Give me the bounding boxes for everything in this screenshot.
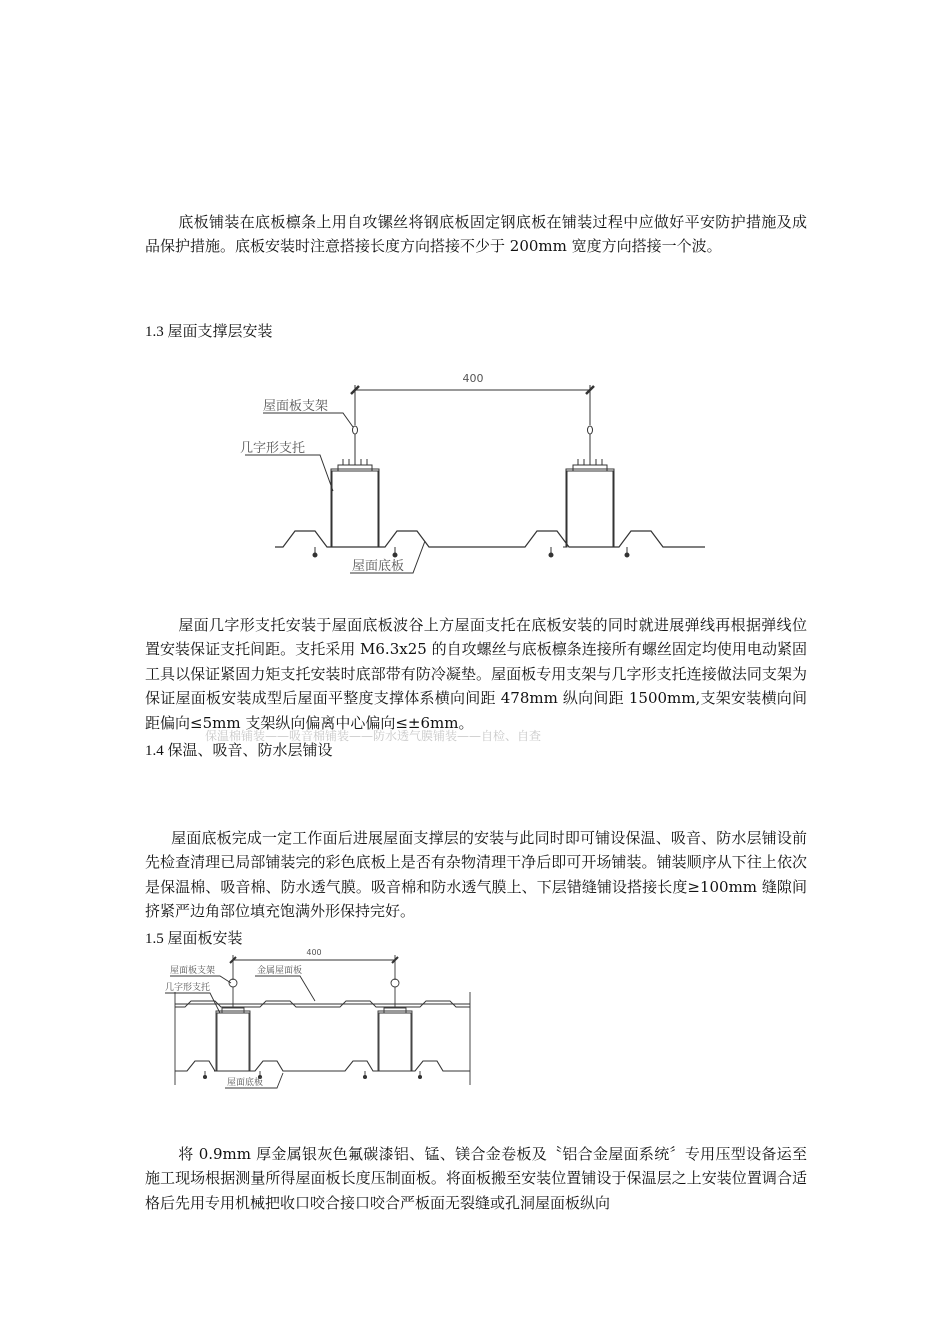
heading-1-4: 1.4 保温、吸音、防水层铺设 — [145, 743, 333, 759]
heading-1-5: 1.5 屋面板安装 — [145, 931, 243, 947]
figure-support-layer — [235, 365, 755, 585]
paragraph-insulation — [145, 826, 807, 924]
paragraph-support-install — [145, 613, 807, 735]
figure2-label-base: 屋面底板 — [227, 1078, 264, 1088]
paragraph-text: 屋面几字形支托安装于屋面底板波谷上方屋面支托在底板安装的同时就进展弹线再根据弹线位置安装保证支托间距。支托采用 M6.3x25 的自攻螺丝与底板檩条连接所有螺丝固定均使用电动紧固工具以保证紧固力矩支托安装时底部带有防冷凝垫。屋面板专用支架与几字形支托连接做法同支架为保证屋面板安装成型后屋面平整度支撑体系横向间距 478mm 纵向间距 1500mm,支架安装横向间距偏向≤5mm 支架纵向偏离中心偏向≤±6mm。 — [145, 616, 807, 732]
paragraph-text: 底板铺装在底板檩条上用自攻镙丝将钢底板固定钢底板在铺装过程中应做好平安防护措施及成品保护措施。底板安装时注意搭接长度方向搭接不少于 200mm 宽度方向搭接一个波。 — [145, 213, 807, 256]
figure2-label-bracket: 屋面板支架 — [170, 966, 216, 976]
figure-roof-panel — [165, 945, 475, 1095]
heading-1-3: 1.3 屋面支撑层安装 — [145, 324, 273, 340]
figure2-label-support: 几字形支托 — [165, 983, 211, 993]
paragraph-text: 将 0.9mm 厚金属银灰色氟碳漆铝、锰、镁合金卷板及〝铝合金屋面系统〞专用压型设备运至施工现场根据测量所得屋面板长度压制面板。将面板搬至安装位置铺设于保温层之上安装位置调合适格后先用专用机械把收口咬合接口咬合严板面无裂缝或孔洞屋面板纵向 — [145, 1145, 807, 1212]
faint-process-flow: 保温棉铺装——吸音棉铺装——防水透气膜铺装——自检、自查 — [205, 729, 542, 743]
figure1-label-base: 屋面底板 — [352, 559, 405, 574]
paragraph-text: 屋面底板完成一定工作面后进展屋面支撑层的安装与此同时即可铺设保温、吸音、防水层铺设前先检查清理已局部铺装完的彩色底板上是否有杂物清理干净后即可开场铺装。铺装顺序从下往上依次是保温棉、吸音棉、防水透气膜。吸音棉和防水透气膜上、下层错缝铺设搭接长度≥100mm 缝隙间挤紧严边角部位填充饱满外形保持完好。 — [145, 829, 807, 921]
figure1-label-support: 几字形支托 — [240, 441, 306, 456]
paragraph-base-plate — [145, 210, 807, 259]
figure2-label-panel: 金属屋面板 — [257, 966, 303, 976]
figure1-label-bracket: 屋面板支架 — [263, 399, 329, 414]
paragraph-roof-panel — [145, 1142, 807, 1215]
figure1-dimension: 400 — [462, 372, 484, 385]
figure2-dimension: 400 — [306, 948, 322, 957]
